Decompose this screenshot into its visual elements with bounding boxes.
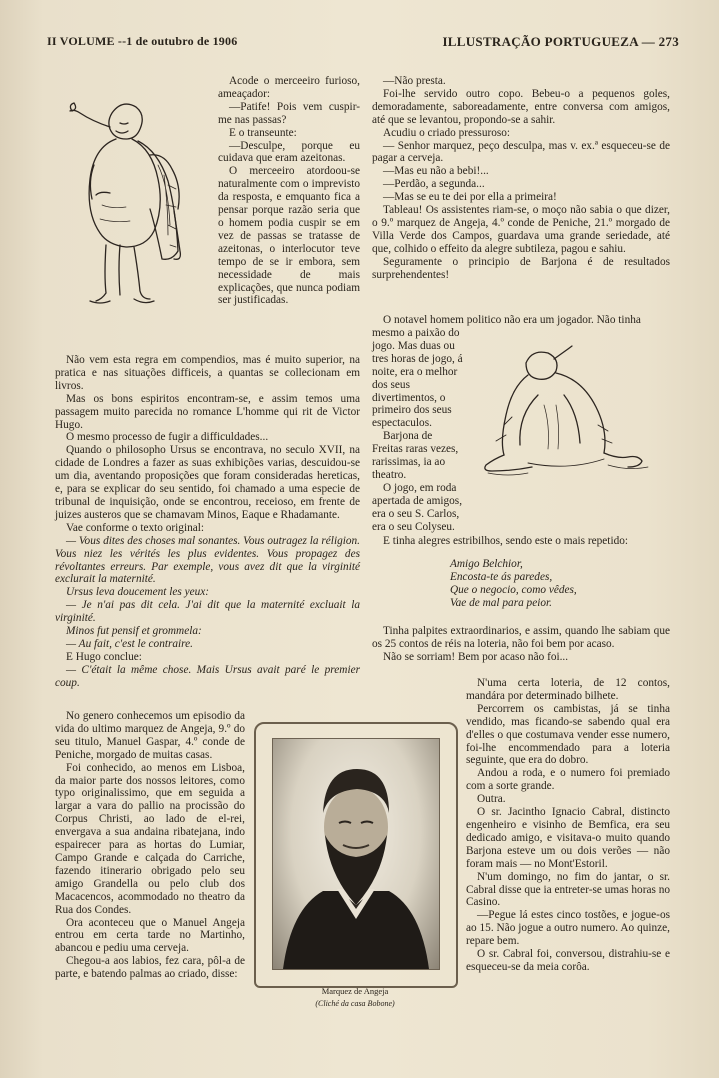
volume-date: II VOLUME --1 de outubro de 1906	[47, 34, 238, 48]
paragraph: Foi conhecido, ao menos em Lisboa, da maior parte dos nossos leitores, como typo originalissimo, que em seguida a largar a vara do pallio na procissão do Corpus Christi, ao lado de el-rei, envergava a sua andaina ribatejana, indo espairecer para as hortas do Lumiar, Campo Grande e calçada do Carriche, fazendo itinerario obrigado pelo seu amigo Grandella ou pelo club dos Macacencos, acommodado no theatro da Rua dos Condes.	[55, 761, 245, 916]
right-column-bottom-wide	[372, 625, 670, 664]
paragraph: Tinha palpites extraordinarios, e assim, quando lhe sabiam que os 25 contos de réis na loteria, não foi bem por acaso.	[372, 625, 670, 650]
quote: Ursus leva doucement les yeux:	[66, 586, 210, 599]
paragraph: Acode o merceeiro furioso, ameaçador:	[218, 75, 360, 100]
verse-line: Amigo Belchior,	[450, 558, 523, 570]
paragraph: Ora aconteceu que o Manuel Angeja entrou em certa tarde no Martinho, abancou e pediu uma cerveja.	[55, 916, 245, 955]
paragraph: Outra.	[477, 793, 506, 806]
paragraph: E o transeunte:	[229, 126, 297, 139]
paragraph: —Mas se eu te dei por ella a primeira!	[383, 191, 557, 204]
portrait-photo	[272, 738, 440, 970]
quote: Minos fut pensif et grommela:	[66, 625, 202, 638]
photo-credit: (Cliché da casa Bobone)	[315, 999, 395, 1008]
portrait-caption: Marquez de Angeja	[321, 986, 389, 996]
paragraph: Foi-lhe servido outro copo. Bebeu-o a pequenos goles, demoradamente, saboreadamente, entre conversa com amigos, até que se levantou, propondo-se a sahir.	[372, 87, 670, 126]
verse-line: Encosta-te ás paredes,	[450, 570, 553, 583]
portrait-frame	[250, 718, 460, 1010]
quote: — Je n'ai pas dit cela. J'ai dit que la maternité excluait la virginité.	[55, 599, 360, 625]
bearded-man-portrait	[273, 739, 439, 969]
paragraph: O merceeiro atordoou-se naturalmente com o imprevisto da resposta, e emquanto fica a pensar porque razão seria que o homem podia cuspir se em vez de passas se tratasse de azeitonas, o interlocutor teve tempo de se ir embora, sem necessidade de mais explicações, que nunca podiam ser justificadas.	[218, 165, 360, 307]
paragraph: Mas os bons espiritos encontram-se, e assim temos uma passagem muito parecida no romance L'homme qui rit de Victor Hugo.	[55, 392, 360, 431]
paragraph: O sr. Cabral foi, conversou, distrahiu-se e esqueceu-se da meia corôa.	[466, 948, 670, 973]
paragraph: N'uma certa loteria, de 12 contos, mandára por determinado bilhete.	[466, 677, 670, 702]
paragraph: E tinha alegres estribilhos, sendo este o mais repetido:	[383, 535, 629, 547]
paragraph: No genero conhecemos um episodio da vida do ultimo marquez de Angeja, 9.º do seu titulo, Manuel Gaspar, 4.º conde de Peniche, morgado de muitas casas.	[55, 710, 245, 761]
paragraph: N'um domingo, no fim do jantar, o sr. Cabral disse que ia entreter-se umas horas no Casino.	[466, 870, 670, 909]
paragraph: Chegou-a aos labios, fez cara, pôl-a de parte, e batendo palmas ao criado, disse:	[55, 955, 245, 981]
paragraph: O jogo, em roda apertada de amigos, era o seu S. Carlos, era o seu Colyseu.	[372, 481, 463, 533]
poem-verse	[372, 558, 670, 610]
sketch-seated-man	[468, 335, 668, 485]
paragraph: mesmo a paixão do jogo. Mas duas ou tres horas de jogo, á noite, era o melhor dos seus divertimentos, o primeiro dos seus espectaculos.	[372, 327, 463, 430]
paragraph: Andou a roda, e o numero foi premiado com a sorte grande.	[466, 767, 670, 793]
paragraph: Barjona de Freitas raras vezes, rarissimas, ia ao theatro.	[372, 430, 459, 481]
paragraph: O mesmo processo de fugir a difficuldades...	[66, 431, 269, 444]
paragraph: Vae conforme o texto original:	[66, 521, 205, 534]
paragraph: E Hugo conclue:	[66, 650, 142, 663]
paragraph: —Perdão, a segunda...	[383, 178, 485, 191]
left-column-top	[218, 75, 360, 307]
verse-line: Que o negocio, como vêdes,	[450, 583, 577, 596]
caricature-standing-man	[50, 95, 210, 315]
quote: — C'était la même chose. Mais Ursus avait paré le premier coup.	[55, 663, 360, 689]
quote: — Au fait, c'est le contraire.	[66, 637, 193, 650]
paragraph: Seguramente o principio de Barjona é de resultados surprehendentes!	[372, 255, 670, 281]
paragraph: Acudiu o criado pressuroso:	[383, 126, 511, 139]
paragraph: —Patife! Pois vem cuspir-me nas passas?	[218, 100, 360, 126]
left-column-middle	[55, 354, 360, 690]
paragraph: —Não presta.	[383, 75, 446, 87]
page-header	[47, 34, 679, 52]
right-column-refrain-intro	[372, 535, 670, 548]
quote: — Vous dites des choses mal sonantes. Vous outragez la réligion. Vous niez les vérités les plus evidentes. Vous propagez des révoltantes erreurs. Par exemple, vous avez dit que la virginité exclurait la maternité.	[55, 534, 360, 586]
right-column-middle	[372, 327, 464, 534]
paragraph: O sr. Jacintho Ignacio Cabral, distincto engenheiro e visinho de Bemfica, era seu dedicado amigo, e visitava-o muito quando Barjona esteve um ou dois verões — não foram mais — no Mont'Estoril.	[466, 806, 670, 870]
paragraph: —Pegue lá estes cinco tostões, e jogue-os ao 15. Não jogue a outro numero. Ao quinze, repare bem.	[466, 909, 670, 948]
verse-line: Vae de mal para peior.	[450, 596, 552, 609]
right-column-barjona-intro	[372, 314, 670, 327]
paragraph: — Senhor marquez, peço desculpa, mas v. ex.ª esqueceu-se de pagar a cerveja.	[372, 139, 670, 165]
paragraph: Percorrem os cambistas, já se tinha vendido, mas ficando-se sabendo qual era d'elles o que costumava vender esse numero, foi-lhe encommendado para a loteria seguinte, que era do dobro.	[466, 702, 670, 767]
paragraph: Não vem esta regra em compendios, mas é muito superior, na pratica e nas situações difficeis, a quantas se collecionam em livros.	[55, 354, 360, 392]
paragraph: —Mas eu não a bebi!...	[383, 165, 489, 178]
right-column-top	[372, 75, 670, 282]
right-column-bottom	[466, 677, 670, 974]
paragraph: O notavel homem politico não era um jogador. Não tinha	[383, 314, 641, 326]
paragraph: —Desculpe, porque eu cuidava que eram azeitonas.	[218, 139, 360, 165]
paragraph: Quando o philosopho Ursus se encontrava, no seculo XVII, na cidade de Londres a fazer as suas exhibições varias, descuidou-se um dia, aventando proposições que foram consideradas hereticas, e, para se explicar do seu sentido, foi chamado a uma especie de tribunal de inquisição, onde se encontrou, receioso, em frente de juizes austeros que se chamavam Minos, Eaque e Rhadamante.	[55, 444, 360, 521]
paragraph: Não se sorriam! Bem por acaso não foi...	[383, 650, 569, 663]
paragraph: Tableau! Os assistentes riam-se, o moço não sabia o que dizer, o 9.º marquez de Angeja, 4.º conde de Peniche, 21.º morgado de Villa Verde dos Campos, guardava uma grande seriedade, até que, colhido o effeito da alegre subtileza, pagou e sahiu.	[372, 204, 670, 255]
publication-title-page-number: ILLUSTRAÇÃO PORTUGUEZA — 273	[442, 34, 679, 49]
left-column-bottom	[55, 710, 245, 981]
